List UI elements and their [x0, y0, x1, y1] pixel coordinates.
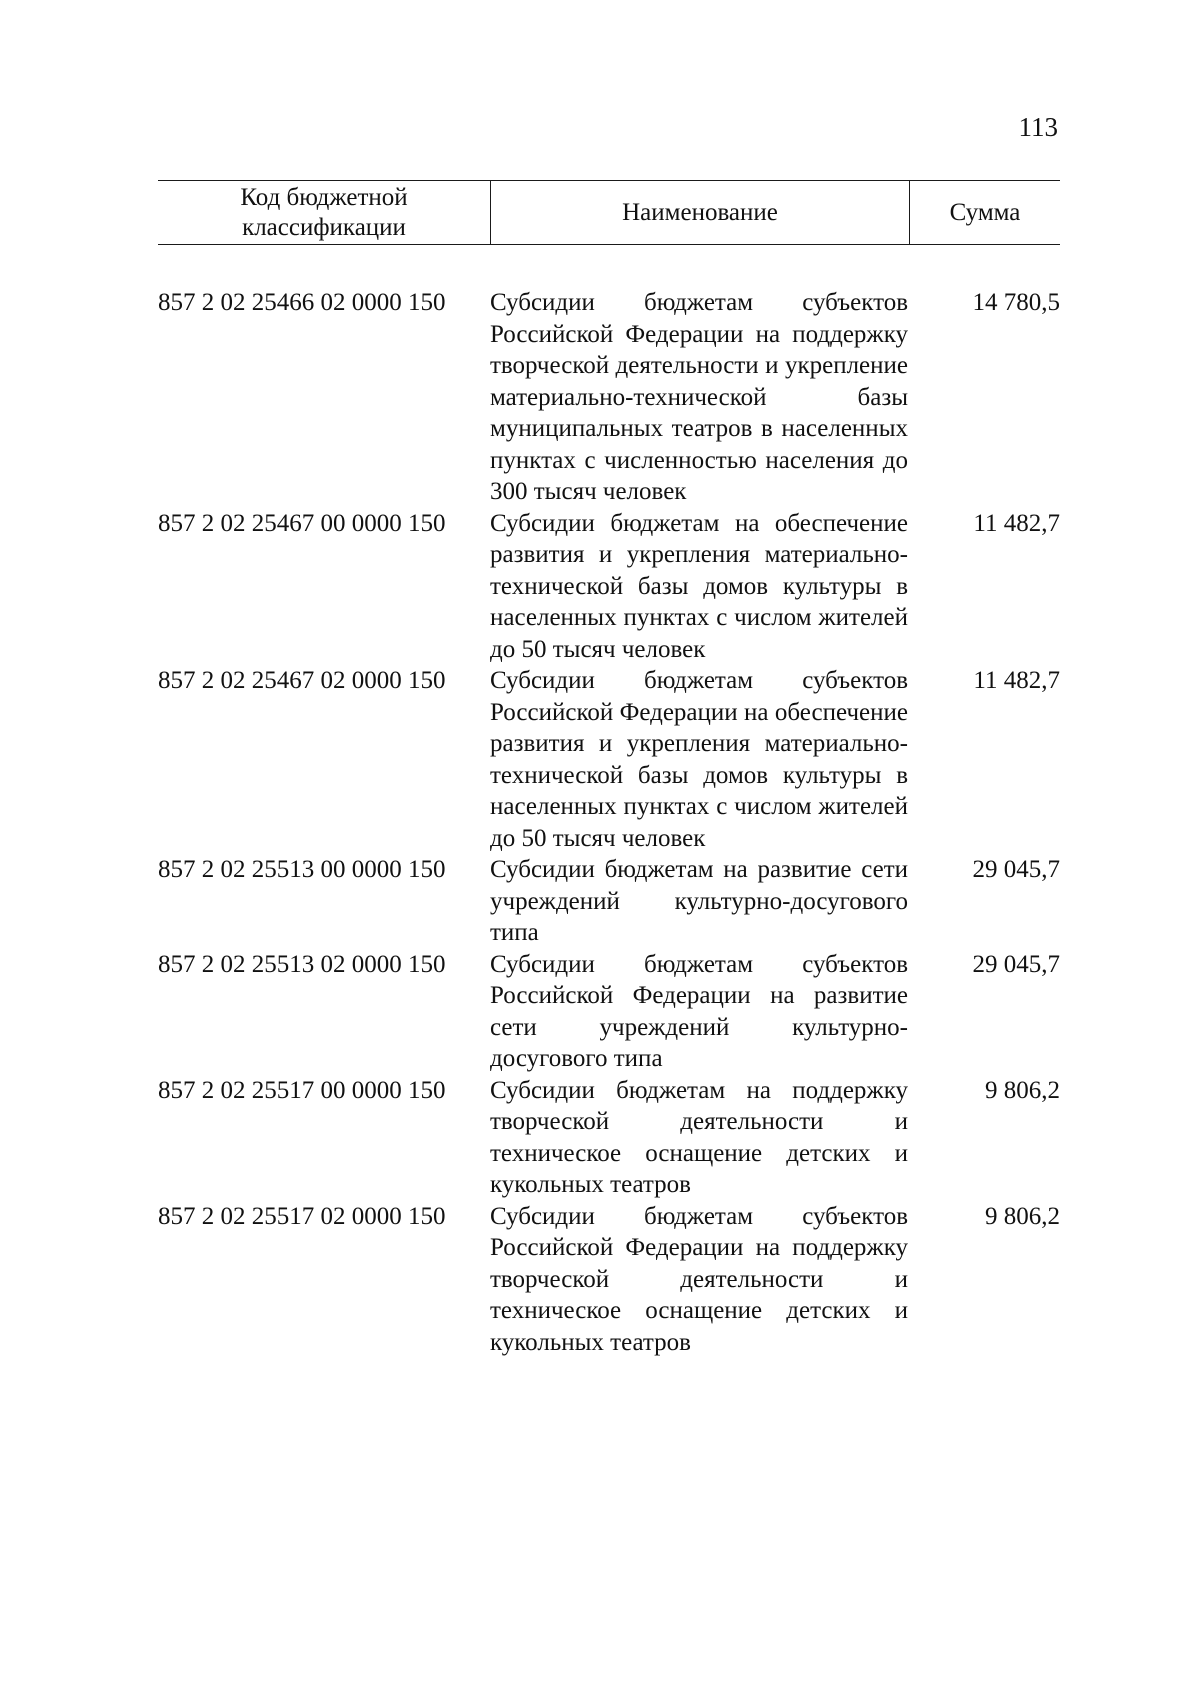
row-sum: 11 482,7	[973, 509, 1060, 537]
table-row	[158, 1075, 1060, 1201]
row-name: Субсидии бюджетам субъектов Российской Федерации на поддержку творческой деятельности и техническое оснащение детских и кукольных театров	[490, 1202, 908, 1356]
row-sum: 9 806,2	[985, 1076, 1060, 1104]
header-sum: Сумма	[949, 198, 1021, 226]
row-code: 857 2 02 25513 02 0000 150	[158, 950, 446, 978]
row-code: 857 2 02 25467 02 0000 150	[158, 667, 446, 694]
row-code: 857 2 02 25467 00 0000 150	[158, 509, 446, 537]
row-name: Субсидии бюджетам на обеспечение развития и укрепления материально-технической базы домов культуры в населенных пунктах с числом жителей до 50 тысяч человек	[490, 509, 908, 663]
row-code: 857 2 02 25513 00 0000 150	[158, 856, 446, 883]
row-code: 857 2 02 25517 00 0000 150	[158, 1076, 446, 1104]
row-sum: 29 045,7	[972, 950, 1060, 978]
row-code: 857 2 02 25517 02 0000 150	[158, 1202, 446, 1230]
table-header	[158, 180, 1060, 245]
row-name: Субсидии бюджетам на развитие сети учреждений культурно-досугового типа	[490, 856, 908, 946]
header-name: Наименование	[491, 181, 910, 244]
row-sum: 29 045,7	[972, 856, 1060, 883]
table-row	[158, 854, 1060, 949]
row-sum: 14 780,5	[972, 289, 1060, 316]
row-code: 857 2 02 25466 02 0000 150	[158, 289, 446, 316]
row-name: Субсидии бюджетам субъектов Российской Федерации на поддержку творческой деятельности и укрепление материально-технической базы муниципальных театров в населенных пунктах с численностью населения до 300 тысяч человек	[490, 289, 908, 505]
table-row	[158, 508, 1060, 666]
row-name: Субсидии бюджетам на поддержку творческой деятельности и техническое оснащение детских и кукольных театров	[490, 1076, 908, 1198]
table-body	[158, 287, 1060, 1358]
table-row	[158, 949, 1060, 1075]
row-sum: 9 806,2	[985, 1202, 1060, 1230]
table-row	[158, 665, 1060, 854]
table-row	[158, 287, 1060, 508]
header-code: Код бюджетной классификации	[158, 181, 491, 244]
row-sum: 11 482,7	[973, 667, 1060, 694]
row-name: Субсидии бюджетам субъектов Российской Федерации на развитие сети учреждений культурно-досугового типа	[490, 950, 908, 1072]
row-name: Субсидии бюджетам субъектов Российской Федерации на обеспечение развития и укрепления материально-технической базы домов культуры в населенных пунктах с числом жителей до 50 тысяч человек	[490, 667, 908, 852]
page-number: 113	[1018, 112, 1058, 142]
table-row	[158, 1201, 1060, 1359]
